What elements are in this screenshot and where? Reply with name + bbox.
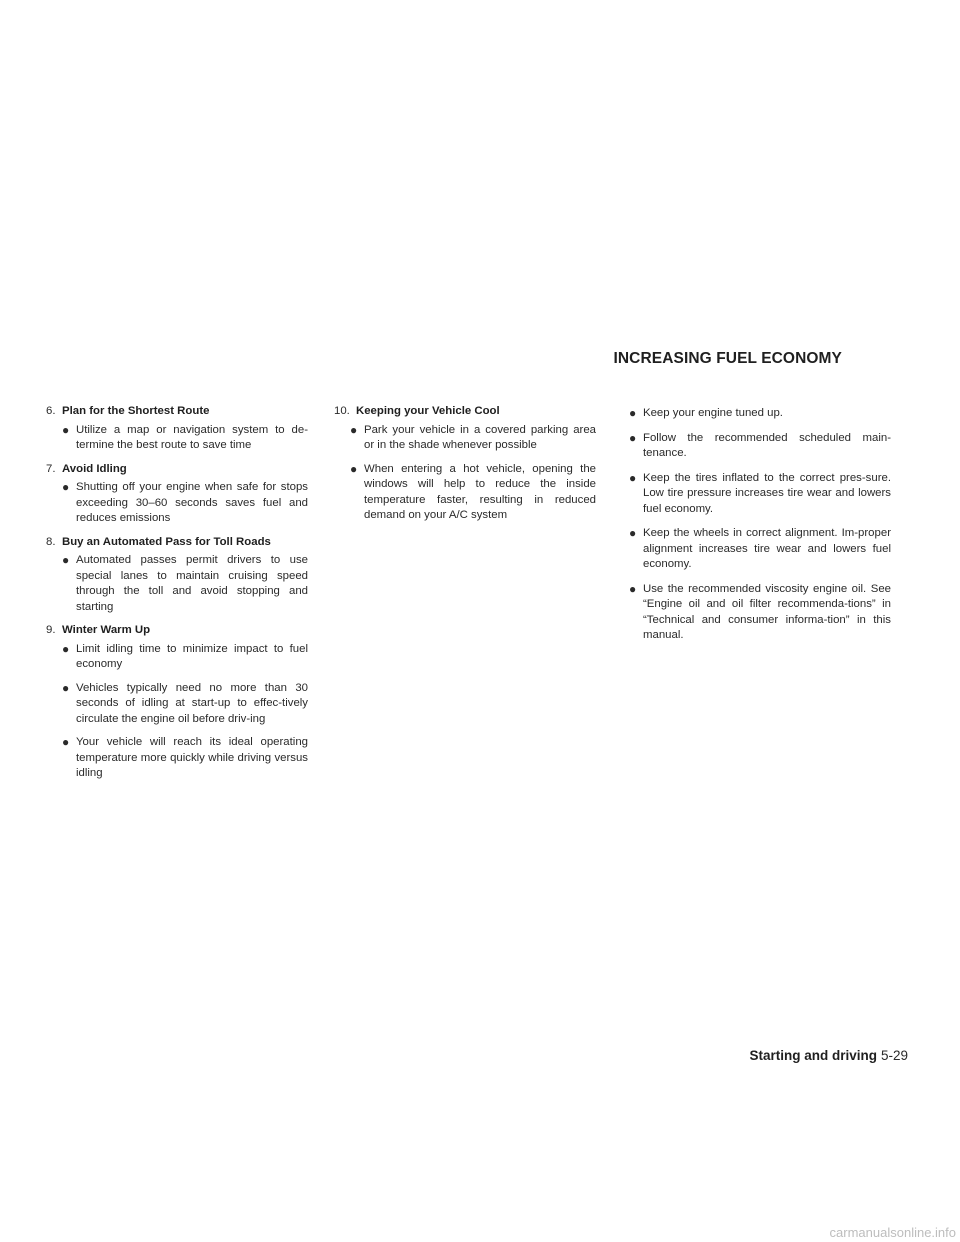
list-item bbox=[46, 462, 308, 527]
bullet-item: ● Shutting off your engine when safe for stops exceeding 30–60 seconds saves fuel and reduces emissions bbox=[62, 480, 308, 524]
bullet-icon: ● bbox=[62, 680, 70, 695]
bullet-item: ● Limit idling time to minimize impact to fuel economy bbox=[62, 641, 308, 670]
list-item bbox=[46, 404, 308, 454]
bullet-item: ● Keep the tires inflated to the correct pres-sure. Low tire pressure increases tire wear and lowers fuel economy. bbox=[629, 470, 891, 515]
bullet-icon: ● bbox=[62, 480, 70, 494]
item-number: 6. bbox=[46, 405, 56, 417]
item-title: Winter Warm Up bbox=[62, 624, 151, 636]
item-title: Plan for the Shortest Route bbox=[62, 405, 210, 417]
item-title: Buy an Automated Pass for Toll Roads bbox=[62, 535, 271, 548]
bullet-item: ● Vehicles typically need no more than 30 seconds of idling at start-up to effec-tively circulate the engine oil before driv-ing bbox=[62, 680, 308, 725]
bullet-icon: ● bbox=[629, 406, 637, 420]
section-title: INCREASING FUEL ECONOMY bbox=[613, 350, 842, 367]
column-1 bbox=[46, 404, 308, 790]
footer-section-name: Starting and driving bbox=[749, 1048, 877, 1063]
bullet-icon: ● bbox=[629, 470, 637, 485]
bullet-icon: ● bbox=[629, 430, 637, 445]
bullet-item: ● Your vehicle will reach its ideal operating temperature more quickly while driving versus idling bbox=[62, 735, 308, 779]
item-number: 10. bbox=[334, 405, 350, 417]
item-title: Avoid Idling bbox=[62, 462, 127, 475]
column-2 bbox=[334, 404, 596, 532]
item-number: 9. bbox=[46, 624, 56, 636]
list-item bbox=[46, 535, 308, 616]
bullet-icon: ● bbox=[62, 422, 70, 437]
page-number: 5-29 bbox=[880, 1048, 908, 1063]
bullet-icon: ● bbox=[350, 422, 358, 437]
bullet-item: ● When entering a hot vehicle, opening the windows will help to reduce the inside temperature faster, resulting in reduced demand on your A/C system bbox=[350, 461, 596, 521]
bullet-item: ● Follow the recommended scheduled main-tenance. bbox=[629, 430, 891, 459]
bullet-icon: ● bbox=[629, 581, 637, 596]
bullet-icon: ● bbox=[62, 553, 70, 567]
bullet-icon: ● bbox=[62, 641, 70, 656]
item-title: Keeping your Vehicle Cool bbox=[356, 405, 500, 417]
bullet-item: ● Park your vehicle in a covered parking area or in the shade whenever possible bbox=[350, 422, 596, 451]
bullet-item: ● Keep the wheels in correct alignment. Im-proper alignment increases tire wear and lowers fuel economy. bbox=[629, 526, 891, 570]
bullet-icon: ● bbox=[629, 526, 637, 540]
bullet-item: ● Use the recommended viscosity engine oil. See “Engine oil and oil filter recommenda-tions” in “Technical and consumer informa-tion” in this manual. bbox=[629, 581, 891, 641]
watermark: carmanualsonline.info bbox=[829, 1225, 956, 1240]
column-3 bbox=[629, 406, 891, 653]
bullet-icon: ● bbox=[350, 461, 358, 476]
item-number: 8. bbox=[46, 535, 56, 548]
bullet-item: ● Keep your engine tuned up. bbox=[629, 406, 783, 420]
list-item bbox=[46, 623, 308, 782]
bullet-item: ● Utilize a map or navigation system to de-termine the best route to save time bbox=[62, 422, 308, 451]
bullet-icon: ● bbox=[62, 735, 70, 749]
bullet-item: ● Automated passes permit drivers to use special lanes to maintain cruising speed through the toll and avoid stopping and starting bbox=[62, 553, 308, 613]
list-item bbox=[334, 404, 596, 524]
item-number: 7. bbox=[46, 462, 56, 475]
page-footer bbox=[749, 1048, 908, 1063]
